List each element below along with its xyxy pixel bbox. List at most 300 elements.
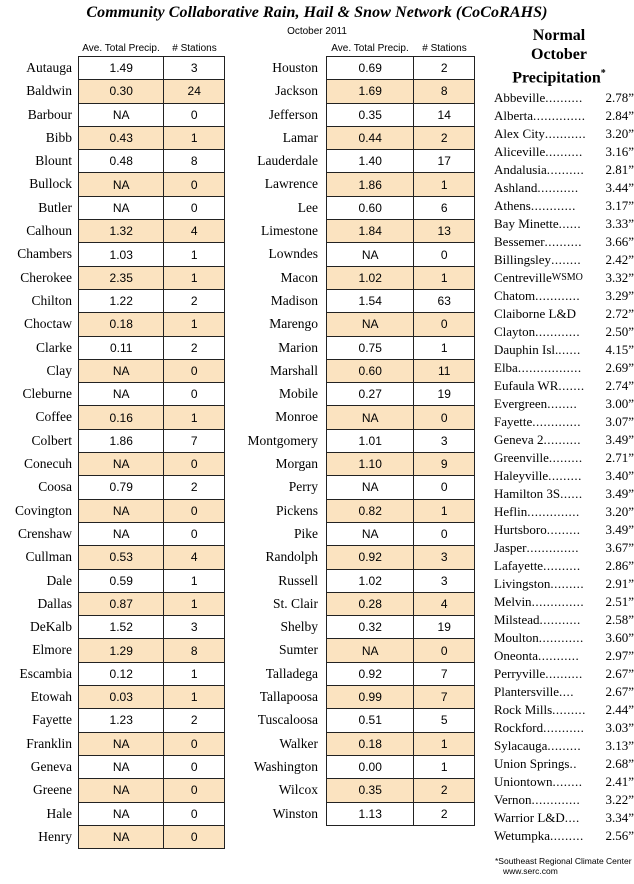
normal-value: 3.49” bbox=[605, 432, 634, 448]
leader-dots: ...... bbox=[558, 216, 582, 232]
station-name: Plantersville bbox=[494, 684, 559, 700]
leader-dots: ............ bbox=[535, 288, 581, 304]
normal-value: 3.34” bbox=[605, 810, 634, 826]
stations-cell: 5 bbox=[414, 709, 475, 732]
right-data-table bbox=[326, 56, 475, 826]
table-row bbox=[79, 569, 225, 592]
station-name: Abbeville bbox=[494, 90, 546, 106]
leader-dots: ........... bbox=[537, 180, 579, 196]
table-row bbox=[327, 173, 475, 196]
stations-cell: 2 bbox=[414, 802, 475, 825]
stations-cell: 0 bbox=[414, 313, 475, 336]
table-row bbox=[79, 150, 225, 173]
table-row bbox=[327, 732, 475, 755]
stations-cell: 4 bbox=[414, 592, 475, 615]
list-item bbox=[494, 431, 634, 449]
stations-cell: 1 bbox=[164, 313, 225, 336]
leader-dots: .......... bbox=[543, 432, 581, 448]
stations-cell: 3 bbox=[414, 429, 475, 452]
normal-value: 2.51” bbox=[605, 594, 634, 610]
normal-title-line2: October bbox=[531, 46, 587, 63]
left-county-name: Autauga bbox=[26, 60, 72, 75]
station-name: Vernon bbox=[494, 792, 532, 808]
leader-dots: .............. bbox=[527, 504, 580, 520]
list-item bbox=[494, 143, 634, 161]
stations-cell: 13 bbox=[414, 220, 475, 243]
list-item bbox=[494, 503, 634, 521]
station-name: Alex City bbox=[494, 126, 545, 142]
table-row bbox=[327, 289, 475, 312]
precip-cell: 1.49 bbox=[79, 57, 164, 80]
stations-cell: 2 bbox=[414, 126, 475, 149]
stations-cell: 2 bbox=[164, 709, 225, 732]
precip-cell: 0.11 bbox=[79, 336, 164, 359]
left-county-name: Clay bbox=[46, 362, 72, 378]
precip-cell: 1.86 bbox=[79, 429, 164, 452]
normal-value: 2.81” bbox=[605, 162, 634, 178]
stations-cell: 9 bbox=[414, 453, 475, 476]
precip-cell: NA bbox=[327, 406, 414, 429]
leader-dots: ........... bbox=[539, 612, 581, 628]
station-name: Geneva 2 bbox=[494, 432, 544, 448]
normal-value: 2.78” bbox=[605, 90, 634, 106]
station-name: Andalusia bbox=[494, 162, 547, 178]
list-item bbox=[494, 197, 634, 215]
precip-cell: 0.35 bbox=[327, 779, 414, 802]
precip-cell: NA bbox=[79, 755, 164, 778]
precip-cell: 1.13 bbox=[327, 802, 414, 825]
station-tag: WSMO bbox=[551, 272, 583, 284]
precip-cell: NA bbox=[79, 453, 164, 476]
normal-value: 2.74” bbox=[605, 378, 634, 394]
normal-precip-title bbox=[494, 26, 624, 87]
list-item bbox=[494, 215, 634, 233]
precip-cell: 0.27 bbox=[327, 383, 414, 406]
precip-cell: 1.10 bbox=[327, 453, 414, 476]
normal-value: 3.16” bbox=[605, 144, 634, 160]
list-item bbox=[494, 557, 634, 575]
precip-cell: NA bbox=[327, 243, 414, 266]
precip-cell: 1.23 bbox=[79, 709, 164, 732]
list-item bbox=[494, 395, 634, 413]
table-row bbox=[79, 616, 225, 639]
stations-cell: 1 bbox=[164, 406, 225, 429]
right-county-name: Tallapoosa bbox=[259, 689, 318, 705]
stations-cell: 2 bbox=[414, 57, 475, 80]
precip-cell: 0.44 bbox=[327, 126, 414, 149]
list-item bbox=[494, 539, 634, 557]
precip-cell: NA bbox=[79, 825, 164, 848]
normal-value: 2.67” bbox=[605, 666, 634, 682]
left-county-name: Elmore bbox=[32, 642, 72, 658]
normal-value: 3.33” bbox=[605, 216, 634, 232]
precip-cell: 0.99 bbox=[327, 686, 414, 709]
normal-value: 3.07” bbox=[605, 414, 634, 430]
table-row bbox=[327, 103, 475, 126]
stations-cell: 2 bbox=[164, 289, 225, 312]
station-name: Bessemer bbox=[494, 234, 545, 250]
table-row bbox=[327, 429, 475, 452]
list-item bbox=[494, 89, 634, 107]
precip-cell: NA bbox=[327, 522, 414, 545]
stations-cell: 0 bbox=[164, 499, 225, 522]
left-county-name: Bibb bbox=[45, 129, 72, 145]
normal-precip-list bbox=[494, 89, 634, 845]
table-row bbox=[79, 709, 225, 732]
normal-value: 2.50” bbox=[605, 324, 634, 340]
stations-cell: 8 bbox=[164, 639, 225, 662]
leader-dots: ......... bbox=[548, 450, 583, 466]
right-county-name: Mobile bbox=[279, 386, 318, 402]
precip-cell: 0.69 bbox=[327, 57, 414, 80]
table-row bbox=[327, 266, 475, 289]
table-row bbox=[79, 732, 225, 755]
precip-cell: 0.92 bbox=[327, 662, 414, 685]
stations-cell: 0 bbox=[164, 755, 225, 778]
station-name: Sylacauga bbox=[494, 738, 548, 754]
normal-value: 2.58” bbox=[605, 612, 634, 628]
normal-value: 2.44” bbox=[605, 702, 634, 718]
table-row bbox=[79, 313, 225, 336]
station-name: Clayton bbox=[494, 324, 536, 340]
left-county-name: Choctaw bbox=[24, 316, 72, 332]
stations-cell: 0 bbox=[164, 173, 225, 196]
table-row bbox=[327, 313, 475, 336]
stations-cell: 0 bbox=[414, 243, 475, 266]
stations-cell: 0 bbox=[414, 476, 475, 499]
normal-value: 2.67” bbox=[605, 684, 634, 700]
table-row bbox=[327, 57, 475, 80]
right-county-name: Tuscaloosa bbox=[257, 712, 318, 728]
stations-cell: 1 bbox=[164, 592, 225, 615]
table-row bbox=[79, 196, 225, 219]
station-name: Centreville bbox=[494, 270, 552, 286]
normal-value: 2.97” bbox=[605, 648, 634, 664]
right-stations-header: # Stations bbox=[422, 43, 467, 54]
table-row bbox=[327, 686, 475, 709]
precip-cell: 1.29 bbox=[79, 639, 164, 662]
right-county-name: Pike bbox=[293, 525, 318, 541]
list-item bbox=[494, 359, 634, 377]
normal-value: 2.84” bbox=[605, 108, 634, 124]
leader-dots: ......... bbox=[548, 468, 582, 484]
right-county-name: Marshall bbox=[270, 362, 318, 378]
normal-value: 2.42” bbox=[605, 252, 634, 268]
list-item bbox=[494, 521, 634, 539]
right-county-name: Randolph bbox=[265, 549, 318, 565]
right-county-name: Lamar bbox=[282, 129, 318, 145]
list-item bbox=[494, 773, 634, 791]
precip-cell: 2.35 bbox=[79, 266, 164, 289]
right-county-name: Marion bbox=[278, 339, 318, 355]
leader-dots: .... bbox=[564, 810, 580, 826]
list-item bbox=[494, 827, 634, 845]
right-county-name: Russell bbox=[278, 572, 318, 588]
list-item bbox=[494, 161, 634, 179]
right-county-name: Madison bbox=[270, 292, 318, 308]
normal-title-line1: Normal bbox=[532, 27, 586, 44]
list-item bbox=[494, 341, 634, 359]
left-county-name: Covington bbox=[14, 502, 72, 518]
table-row bbox=[327, 336, 475, 359]
normal-value: 3.49” bbox=[605, 522, 634, 538]
stations-cell: 4 bbox=[164, 220, 225, 243]
table-row bbox=[79, 802, 225, 825]
table-row bbox=[79, 80, 225, 103]
leader-dots: ....... bbox=[558, 378, 585, 394]
normal-value: 4.15” bbox=[605, 342, 634, 358]
stations-cell: 19 bbox=[414, 383, 475, 406]
station-name: Rock Mills bbox=[494, 702, 553, 718]
leader-dots: ............ bbox=[538, 630, 584, 646]
right-county-name: Montgomery bbox=[247, 432, 318, 448]
leader-dots: ........... bbox=[538, 648, 580, 664]
normal-title-text: Precipitation bbox=[512, 69, 601, 87]
leader-dots: ............. bbox=[532, 414, 582, 430]
table-row bbox=[327, 126, 475, 149]
leader-dots: ............ bbox=[535, 324, 581, 340]
stations-cell: 1 bbox=[414, 755, 475, 778]
normal-value: 3.00” bbox=[605, 396, 634, 412]
stations-cell: 7 bbox=[164, 429, 225, 452]
left-county-name: Cleburne bbox=[22, 386, 72, 402]
right-precip-header: Ave. Total Precip. bbox=[331, 43, 409, 54]
precip-cell: 0.12 bbox=[79, 662, 164, 685]
table-row bbox=[79, 406, 225, 429]
list-item bbox=[494, 611, 634, 629]
precip-cell: NA bbox=[79, 732, 164, 755]
right-county-name: Shelby bbox=[280, 619, 318, 635]
left-county-name: Barbour bbox=[27, 106, 72, 122]
table-row bbox=[327, 709, 475, 732]
table-row bbox=[327, 406, 475, 429]
precip-cell: 0.00 bbox=[327, 755, 414, 778]
right-county-name: Wilcox bbox=[278, 782, 318, 798]
stations-cell: 0 bbox=[164, 732, 225, 755]
station-name: Elba bbox=[494, 360, 518, 376]
table-row bbox=[327, 522, 475, 545]
normal-value: 2.71” bbox=[605, 450, 634, 466]
left-county-name: Chambers bbox=[17, 246, 72, 262]
table-row bbox=[327, 546, 475, 569]
precip-cell: 1.69 bbox=[327, 80, 414, 103]
stations-cell: 0 bbox=[164, 383, 225, 406]
table-row bbox=[79, 662, 225, 685]
normal-value: 2.72” bbox=[605, 306, 634, 322]
precip-cell: 1.52 bbox=[79, 616, 164, 639]
table-row bbox=[79, 266, 225, 289]
normal-value: 3.13” bbox=[605, 738, 634, 754]
stations-cell: 1 bbox=[414, 499, 475, 522]
station-name: Bay Minette bbox=[494, 216, 559, 232]
list-item bbox=[494, 449, 634, 467]
station-name: Perryville bbox=[494, 666, 546, 682]
right-county-name: Lauderdale bbox=[257, 153, 318, 169]
list-item bbox=[494, 575, 634, 593]
normal-value: 2.69” bbox=[605, 360, 634, 376]
table-row bbox=[327, 755, 475, 778]
left-county-name: Butler bbox=[38, 199, 72, 215]
normal-value: 3.22” bbox=[605, 792, 634, 808]
table-row bbox=[327, 383, 475, 406]
table-row bbox=[79, 639, 225, 662]
left-county-name: Dallas bbox=[37, 595, 72, 611]
precip-cell: 1.84 bbox=[327, 220, 414, 243]
list-item bbox=[494, 413, 634, 431]
page-subtitle: October 2011 bbox=[287, 26, 347, 37]
list-item bbox=[494, 107, 634, 125]
station-name: Athens bbox=[494, 198, 531, 214]
station-name: Claiborne L&D bbox=[494, 306, 576, 322]
stations-cell: 7 bbox=[414, 662, 475, 685]
normal-precip-panel bbox=[494, 26, 634, 845]
right-county-name: Perry bbox=[288, 479, 318, 495]
right-county-names bbox=[226, 56, 318, 825]
table-row bbox=[79, 289, 225, 312]
stations-cell: 8 bbox=[164, 150, 225, 173]
right-county-name: Lee bbox=[297, 199, 318, 215]
stations-cell: 24 bbox=[164, 80, 225, 103]
normal-value: 3.60” bbox=[605, 630, 634, 646]
table-row bbox=[79, 126, 225, 149]
stations-cell: 1 bbox=[164, 662, 225, 685]
list-item bbox=[494, 467, 634, 485]
station-name: Jasper bbox=[494, 540, 527, 556]
leader-dots bbox=[583, 269, 604, 287]
list-item bbox=[494, 179, 634, 197]
table-row bbox=[327, 779, 475, 802]
leader-dots: .............. bbox=[532, 108, 586, 124]
normal-value: 3.29” bbox=[605, 288, 634, 304]
precip-cell: 1.86 bbox=[327, 173, 414, 196]
stations-cell: 0 bbox=[414, 522, 475, 545]
station-name: Billingsley bbox=[494, 252, 552, 268]
station-name: Evergreen bbox=[494, 396, 548, 412]
precip-cell: NA bbox=[79, 522, 164, 545]
leader-dots: .......... bbox=[545, 666, 583, 682]
precip-cell: 0.92 bbox=[327, 546, 414, 569]
stations-cell: 1 bbox=[164, 686, 225, 709]
precip-cell: 1.32 bbox=[79, 220, 164, 243]
leader-dots: ......... bbox=[550, 576, 585, 592]
list-item bbox=[494, 701, 634, 719]
left-stations-header: # Stations bbox=[172, 43, 217, 54]
table-row bbox=[327, 569, 475, 592]
table-row bbox=[79, 220, 225, 243]
right-county-name: Talladega bbox=[265, 665, 318, 681]
station-name: Lafayette bbox=[494, 558, 544, 574]
leader-dots: ........... bbox=[543, 720, 585, 736]
station-name: Eufaula WR bbox=[494, 378, 559, 394]
table-row bbox=[327, 802, 475, 825]
leader-dots: ........ bbox=[547, 396, 578, 412]
leader-dots: ................. bbox=[517, 360, 582, 376]
leader-dots: ...... bbox=[560, 486, 583, 502]
table-row bbox=[79, 383, 225, 406]
table-row bbox=[79, 336, 225, 359]
table-row bbox=[327, 499, 475, 522]
list-item bbox=[494, 665, 634, 683]
precip-cell: 1.22 bbox=[79, 289, 164, 312]
stations-cell: 0 bbox=[164, 802, 225, 825]
precip-cell: 0.32 bbox=[327, 616, 414, 639]
station-name: Oneonta bbox=[494, 648, 539, 664]
left-precip-header: Ave. Total Precip. bbox=[82, 43, 160, 54]
station-name: Greenville bbox=[494, 450, 549, 466]
station-name: Haleyville bbox=[494, 468, 549, 484]
left-county-name: Etowah bbox=[30, 689, 72, 705]
station-name: Wetumpka bbox=[494, 828, 550, 844]
table-row bbox=[79, 103, 225, 126]
stations-cell: 0 bbox=[164, 522, 225, 545]
right-county-name: Morgan bbox=[275, 456, 318, 472]
table-row bbox=[327, 662, 475, 685]
list-item bbox=[494, 377, 634, 395]
stations-cell: 3 bbox=[164, 616, 225, 639]
list-item bbox=[494, 809, 634, 827]
table-row bbox=[79, 755, 225, 778]
list-item bbox=[494, 755, 634, 773]
leader-dots: ......... bbox=[547, 738, 582, 754]
stations-cell: 1 bbox=[414, 266, 475, 289]
leader-dots bbox=[576, 305, 604, 323]
stations-cell: 1 bbox=[414, 732, 475, 755]
precip-cell: 0.60 bbox=[327, 359, 414, 382]
precip-cell: NA bbox=[79, 196, 164, 219]
list-item bbox=[494, 647, 634, 665]
normal-value: 3.66” bbox=[605, 234, 634, 250]
station-name: Aliceville bbox=[494, 144, 546, 160]
table-row bbox=[327, 592, 475, 615]
leader-dots: .............. bbox=[526, 540, 579, 556]
left-county-name: Crenshaw bbox=[18, 525, 72, 541]
right-county-name: Walker bbox=[279, 735, 318, 751]
left-county-name: Coosa bbox=[38, 479, 72, 495]
stations-cell: 2 bbox=[164, 476, 225, 499]
precip-cell: NA bbox=[327, 313, 414, 336]
normal-value: 3.17” bbox=[605, 198, 634, 214]
precip-cell: NA bbox=[327, 639, 414, 662]
normal-value: 3.49” bbox=[605, 486, 634, 502]
normal-value: 2.56” bbox=[605, 828, 634, 844]
list-item bbox=[494, 269, 634, 287]
stations-cell: 1 bbox=[164, 569, 225, 592]
normal-value: 2.41” bbox=[605, 774, 634, 790]
leader-dots: .......... bbox=[543, 558, 581, 574]
stations-cell: 0 bbox=[164, 453, 225, 476]
right-county-name: Winston bbox=[272, 805, 318, 821]
right-county-name: St. Clair bbox=[272, 595, 318, 611]
left-county-name: Cullman bbox=[25, 549, 72, 565]
stations-cell: 1 bbox=[414, 173, 475, 196]
list-item bbox=[494, 287, 634, 305]
leader-dots: .... bbox=[559, 684, 574, 700]
precip-cell: NA bbox=[79, 499, 164, 522]
precip-cell: 1.01 bbox=[327, 429, 414, 452]
normal-value: 2.91” bbox=[605, 576, 634, 592]
precip-cell: 0.03 bbox=[79, 686, 164, 709]
left-county-name: Hale bbox=[46, 805, 72, 821]
stations-cell: 6 bbox=[414, 196, 475, 219]
stations-cell: 3 bbox=[414, 546, 475, 569]
table-row bbox=[327, 639, 475, 662]
station-name: Chatom bbox=[494, 288, 536, 304]
table-row bbox=[79, 429, 225, 452]
precip-cell: NA bbox=[79, 802, 164, 825]
table-row bbox=[79, 546, 225, 569]
stations-cell: 63 bbox=[414, 289, 475, 312]
leader-dots: ...... bbox=[558, 342, 581, 358]
